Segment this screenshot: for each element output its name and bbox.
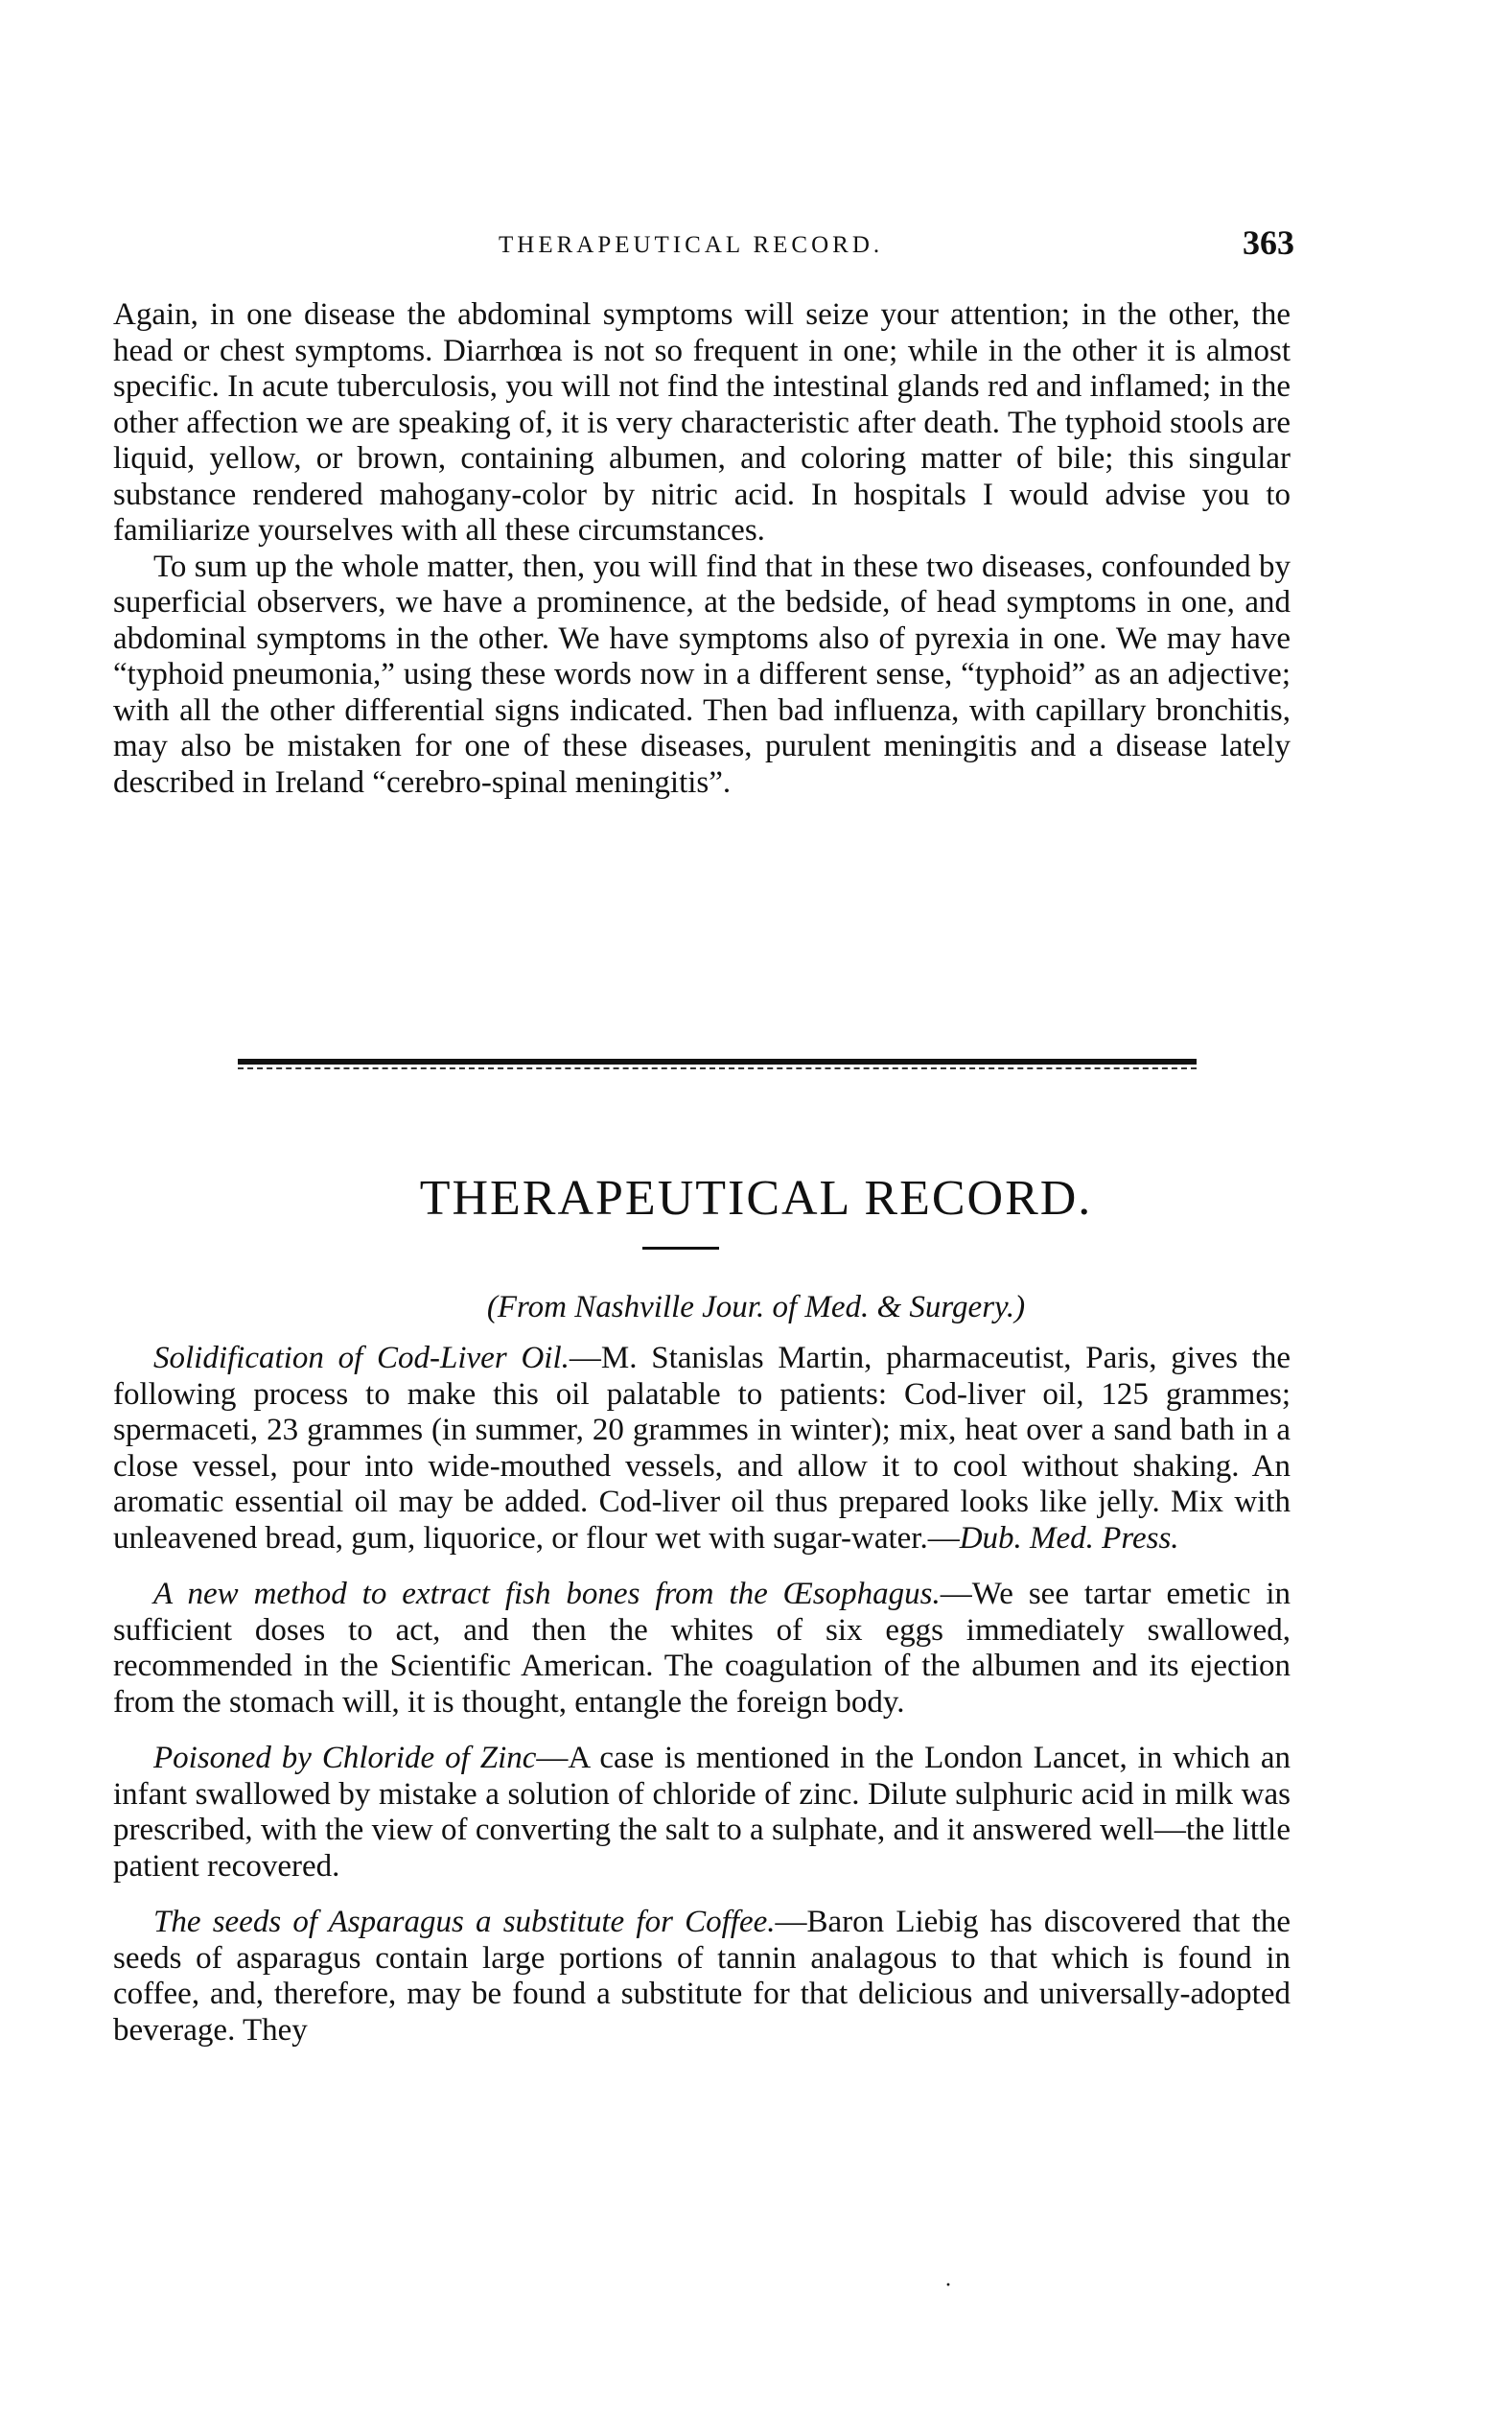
title-rule [642, 1247, 719, 1250]
paragraph-summary: To sum up the whole matter, then, you will find that in these two diseases, confounded by superficial observers, we have a prominence, at the bedside, of head symptoms in one, and abdominal symptoms in the other. We have symptoms also of pyrexia in one. We may have “typhoid pneumonia,” using these words now in a different sense, “typhoid” as an adjective; with all the other differential signs indicated. Then bad influenza, with capillary bronchitis, may also be mistaken for one of these diseases, purulent meningitis and a disease lately described in Ireland “cerebro-spinal meningitis”. [113, 549, 1291, 800]
record-item-asparagus [113, 1905, 1291, 2049]
divider-thick-rule [238, 1059, 1197, 1065]
running-title: THERAPEUTICAL RECORD. [499, 232, 884, 258]
item-body: Baron Liebig has discovered that the seeds of asparagus contain large portions of tannin analagous to that which is found in coffee, and, therefore, may be found a substitute for that delicious and universally-adopted beverage. They [113, 1905, 1291, 2048]
item-dash: — [940, 1577, 972, 1611]
item-dash: — [775, 1905, 807, 1939]
item-dash: — [569, 1341, 601, 1375]
item-title: Solidification of Cod-Liver Oil. [153, 1341, 570, 1375]
record-item-cod-liver-oil [113, 1341, 1291, 1557]
source-citation: (From Nashville Jour. of Med. & Surgery.) [486, 1290, 1026, 1324]
item-title: Poisoned by Chloride of Zinc [153, 1741, 537, 1775]
record-items [113, 1341, 1291, 2069]
item-reference: Dub. Med. Press. [959, 1520, 1179, 1556]
section-title: THERAPEUTICAL RECORD. [419, 1171, 1093, 1226]
item-body: M. Stanislas Martin, pharmaceutist, Paris, gives the following process to make this oil palatable to patients: Cod-liver oil, 125 grammes; spermaceti, 23 grammes (in summer, 20 grammes in winter); mix, heat over a sand bath in a close vessel, pour into wide-mouthed vessels, and allow it to cool without shaking. An aromatic essential oil may be added. Cod-liver oil thus prepared looks like jelly. Mix with unleavened bread, gum, liquorice, or flour wet with sugar-water.— [113, 1341, 1291, 1556]
item-title: A new method to extract fish bones from the Œsophagus. [153, 1577, 941, 1611]
paragraph-continued: Again, in one disease the abdominal symptoms will seize your attention; in the other, the head or chest symptoms. Diarrhœa is not so frequent in one; while in the other it is almost specific. In acute tuberculosis, you will not find the intestinal glands red and inflamed; in the other affection we are speaking of, it is very characteristic after death. The typhoid stools are liquid, yellow, or brown, containing albumen, and coloring matter of bile; this singular substance rendered mahogany-color by nitric acid. In hospitals I would advise you to familiarize yourselves with all these circumstances. [113, 297, 1291, 548]
item-body: A case is mentioned in the London Lancet, in which an infant swallowed by mistake a solution of chloride of zinc. Dilute sulphuric acid in milk was prescribed, with the view of converting the salt to a sulphate, and it answered well—the little patient recovered. [113, 1741, 1291, 1884]
continued-text [113, 297, 1291, 801]
divider-thin-rule [238, 1067, 1197, 1069]
record-item-fish-bones [113, 1577, 1291, 1721]
section-divider [238, 1059, 1197, 1070]
stray-mark: · [944, 2273, 952, 2298]
page-number: 363 [1243, 223, 1294, 262]
record-item-chloride-of-zinc [113, 1741, 1291, 1885]
running-head [96, 222, 1294, 270]
item-title: The seeds of Asparagus a substitute for Coffee. [153, 1905, 776, 1939]
item-body: We see tartar emetic in sufficient doses to act, and then the whites of six eggs immediately swallowed, recommended in the Scientific American. The coagulation of the albumen and its ejection from the stomach will, it is thought, entangle the foreign body. [113, 1577, 1291, 1720]
item-dash: — [536, 1741, 569, 1775]
